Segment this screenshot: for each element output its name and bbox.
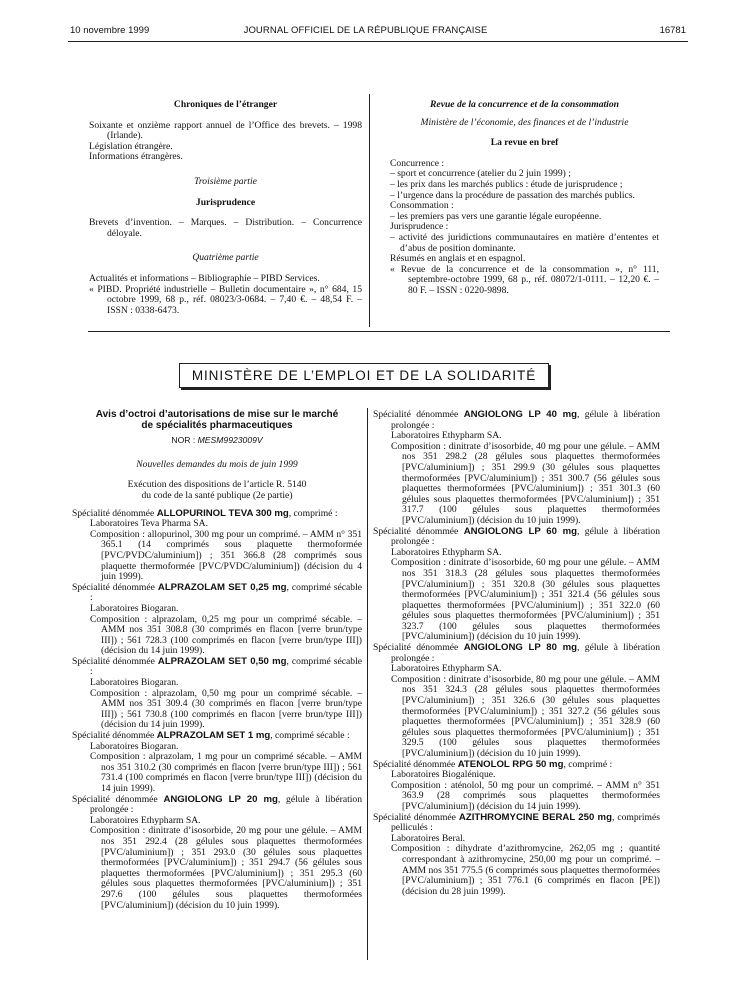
line-legislation: Législation étrangère. (89, 140, 173, 152)
entry (373, 410, 660, 527)
entry-composition: Composition : alprazolam, 1 mg pour un comprimé sécable. – AMM nos 351 310.2 (30 comprimés en flacon [verre brun/type III]) ; 561 731.4 (100 comprimés en flacon [verre brun/type III]) (décision du 14 juin 1999). (90, 751, 362, 794)
entry-name: ANGIOLONG LP 20 mg (163, 793, 278, 805)
entry (373, 760, 660, 813)
entry-composition: Composition : allopurinol, 300 mg pour un comprimé. – AMM n° 351 365.1 (14 comprimés sous plaquette thermoformée [PVC/PVDC/aluminium]) ; 351 366.8 (28 comprimés sous plaquette thermoformée [PVC/PVDC/aluminium]) (décision du 4 juin 1999). (90, 528, 362, 583)
entry-composition: Composition : dinitrate d’isosorbide, 60 mg pour une gélule. – AMM nos 351 318.3 (28 gélules sous plaquettes thermoformées [PVC/aluminium]) ; 351 320.8 (30 gélules sous plaquettes thermoformées [PVC/aluminium]) ; 351 321.4 (56 gélules sous plaquettes thermoformées [PVC/aluminium]) ; 351 322.0 (60 gélules sous plaquettes thermoformées [PVC/aluminium]) ; 351 323.7 (100 gélules sous plaquettes thermoformées [PVC/aluminium]) (décision du 10 juin 1999). (391, 557, 660, 643)
sec-concurrence-item: – les prix dans les marchés publics : étude de jurisprudence ; (390, 178, 623, 190)
column-bottom-right (373, 410, 660, 897)
entry-lead: Spécialité dénommée (72, 655, 158, 667)
revue-summaries: Résumés en anglais et en espagnol. (390, 253, 526, 265)
entry-lead: Spécialité dénommée (72, 507, 157, 519)
column-divider-bottom (367, 408, 368, 960)
sec-jurisprudence-item: – activité des juridictions communautaires en matière d’ententes et d’abus de position dominante. (390, 231, 659, 254)
entry-tail: , comprimé : (563, 758, 613, 770)
section-rule (88, 331, 670, 332)
sec-jurisprudence-label: Jurisprudence : (390, 221, 449, 233)
entry-tail: , gélule à libération prolongée : (90, 793, 363, 816)
entry-lead: Spécialité dénommée (373, 525, 464, 537)
part-third: Troisième partie (194, 175, 257, 187)
header-date: 10 novembre 1999 (70, 25, 150, 36)
revue-brief-title: La revue en bref (490, 137, 559, 149)
entry-lead: Spécialité dénommée (373, 409, 464, 420)
sec-consommation-item: – les premiers pas vers une garantie légale européenne. (390, 210, 602, 222)
entry-name: ATENOLOL RPG 50 mg (457, 758, 564, 770)
entry-lab: Laboratoires Ethypharm SA. (391, 430, 502, 442)
line-pibd-ref: « PIBD. Propriété industrielle – Bulletin documentaire », n° 684, 15 octobre 1999, 68 p., réf. 08023/3-0684. – 7,40 €. – 48,54 F. – ISSN : 0338-6473. (89, 283, 362, 316)
revue-ref: « Revue de la concurrence et de la consommation », n° 111, septembre-octobre 1999, 68 p., réf. 08072/1-0111. – 12,20 €. – 80 F. – ISSN : 0220-9898. (390, 263, 659, 296)
entry-lab: Laboratoires Biogaran. (90, 740, 179, 752)
entry-lab: Laboratoires Ethypharm SA. (90, 814, 201, 826)
entry-lab: Laboratoires Ethypharm SA. (391, 546, 502, 558)
entry-tail: , comprimé : (288, 507, 338, 519)
revue-ministry: Ministère de l’économie, des finances et de l’industrie (420, 116, 629, 128)
entry-lead: Spécialité dénommée (72, 581, 158, 593)
entry-tail: , comprimé sécable : (90, 655, 362, 678)
column-top-right (390, 100, 659, 297)
entry-tail: , comprimé sécable : (270, 730, 350, 742)
header-journal-title: JOURNAL OFFICIEL DE LA RÉPUBLIQUE FRANÇAISE (243, 25, 488, 36)
entry-name: ALPRAZOLAM SET 0,50 mg (157, 655, 287, 667)
nor-line (72, 435, 362, 446)
entry-tail: , gélule à libération prolongée : (391, 642, 661, 664)
entry-name: ANGIOLONG LP 80 mg (463, 642, 577, 654)
exec-dispositions: Exécution des dispositions de l’article R. 5140 du code de la santé publique (2e partie) (127, 479, 307, 501)
entry-lead: Spécialité dénommée (72, 793, 164, 805)
entry-lead: Spécialité dénommée (373, 811, 459, 823)
nor-value: MESM9923009V (197, 435, 263, 446)
entry-composition: Composition : dinitrate d’isosorbide, 40 mg pour une gélule. – AMM nos 351 298.2 (28 gélules sous plaquettes thermoformées [PVC/aluminium]) ; 351 299.9 (30 gélules sous plaquettes thermoformées [PVC/aluminium]) ; 351 300.7 (56 gélules sous plaquettes thermoformées [PVC/aluminium]) ; 351 301.3 (60 gélules sous plaquettes thermoformées [PVC/aluminium]) ; 351 317.7 (100 gélules sous plaquettes thermoformées [PVC/aluminium]) (décision du 10 juin 1999). (391, 440, 660, 526)
entry-name: ALLOPURINOL TEVA 300 mg (156, 507, 289, 519)
entry-composition: Composition : alprazolam, 0,50 mg pour un comprimé sécable. – AMM nos 351 309.4 (30 comprimés en flacon [verre brun/type III]) ; 561 730.8 (100 comprimés en flacon [verre brun/type III]) (décision du 14 juin 1999). (90, 687, 362, 731)
header-rule (68, 41, 688, 42)
entry (72, 795, 362, 912)
entry-lab: Laboratoires Biogaran. (90, 677, 179, 689)
revue-title: Revue de la concurrence et de la consommation (430, 99, 619, 110)
header-page-number: 16781 (659, 25, 686, 36)
entry-lead: Spécialité dénommée (72, 730, 157, 742)
new-requests: Nouvelles demandes du mois de juin 1999 (136, 458, 298, 470)
entry-name: ANGIOLONG LP 40 mg (463, 409, 577, 420)
line-rapport: Soixante et onzième rapport annuel de l’Office des brevets. – 1998 (Irlande). (89, 119, 362, 142)
entry-composition: Composition : dinitrate d’isosorbide, 80 mg pour une gélule. – AMM nos 351 324.3 (28 gélules sous plaquettes thermoformées [PVC/aluminium]) ; 351 326.6 (30 gélules sous plaquettes thermoformées [PVC/aluminium]) ; 351 327.2 (56 gélules sous plaquettes thermoformées [PVC/aluminium]) ; 351 328.9 (60 gélules sous plaquettes thermoformées [PVC/aluminium]) ; 351 329.5 (100 gélules sous plaquettes thermoformées [PVC/aluminium]) (décision du 10 juin 1999). (391, 673, 660, 759)
entry-lab: Laboratoires Beral. (391, 832, 466, 844)
sec-concurrence-item: – sport et concurrence (atelier du 2 juin 1999) ; (390, 168, 571, 180)
column-bottom-left (72, 410, 362, 911)
entry-tail: , comprimé sécable : (90, 581, 362, 604)
sec-concurrence-label: Concurrence : (390, 157, 445, 169)
sec-consommation-label: Consommation : (390, 200, 454, 212)
entry-name: ANGIOLONG LP 60 mg (463, 525, 577, 537)
entry-composition: Composition : aténolol, 50 mg pour un comprimé. – AMM n° 351 363.9 (28 comprimés sous plaquettes thermoformées [PVC/aluminium]) (décision du 14 juin 1999). (391, 779, 660, 812)
sec-concurrence-item: – l’urgence dans la procédure de passation des marchés publics. (390, 189, 635, 201)
nor-label: NOR : (171, 435, 196, 446)
line-brevets: Brevets d’invention. – Marques. – Distribution. – Concurrence déloyale. (89, 217, 362, 239)
entry (373, 643, 660, 760)
entry-name: ALPRAZOLAM SET 1 mg (156, 730, 271, 742)
entry-composition: Composition : alprazolam, 0,25 mg pour un comprimé sécable. – AMM nos 351 308.8 (30 comprimés en flacon [verre brun/type III]) ; 561 728.3 (100 comprimés en flacon [verre brun/type III]) (décision du 14 juin 1999). (90, 613, 362, 657)
entry (72, 509, 362, 583)
entry (373, 813, 660, 898)
ministry-banner: MINISTÈRE DE L’EMPLOI ET DE LA SOLIDARITÉ (179, 363, 549, 388)
section-title-jurisprudence: Jurisprudence (195, 196, 256, 208)
entry-lab: Laboratoires Biogaran. (90, 602, 179, 614)
line-informations: Informations étrangères. (89, 151, 183, 163)
entry-lead: Spécialité dénommée (373, 758, 458, 770)
entry-lead: Spécialité dénommée (373, 642, 464, 654)
entry-name: ALPRAZOLAM SET 0,25 mg (157, 581, 287, 593)
entry-lab: Laboratoires Biogalénique. (391, 769, 496, 781)
entry-tail: , comprimés pelliculés : (391, 811, 660, 834)
entry (72, 583, 362, 657)
entry-name: AZITHROMYCINE BERAL 250 mg (458, 811, 612, 823)
column-divider-top (369, 94, 370, 327)
entry (373, 527, 660, 644)
part-fourth: Quatrième partie (192, 252, 259, 264)
entry (72, 731, 362, 795)
entry-composition: Composition : dihydrate d’azithromycine, 262,05 mg ; quantité correspondant à azithromycine, 250,00 mg pour un comprimé. – AMM nos 351 775.5 (6 comprimés sous plaquettes thermoformées [PVC/aluminium]) ; 351 776.1 (6 comprimés en flacon [PE]) (décision du 28 juin 1999). (391, 843, 660, 897)
entry-lab: Laboratoires Teva Pharma SA. (90, 518, 208, 530)
entry-tail: , gélule à libération prolongée : (391, 525, 661, 548)
avis-title: Avis d’octroi d’autorisations de mise sur le marché de spécialités pharmaceutiques (95, 409, 339, 431)
section-title-chroniques: Chroniques de l’étranger (173, 99, 278, 110)
entry (72, 657, 362, 731)
line-actualites: Actualités et informations – Bibliographie – PIBD Services. (89, 272, 320, 284)
entry-composition: Composition : dinitrate d’isosorbide, 20 mg pour une gélule. – AMM nos 351 292.4 (28 gélules sous plaquettes thermoformées [PVC/aluminium]) ; 351 293.0 (30 gélules sous plaquettes thermoformées [PVC/aluminium]) ; 351 294.7 (56 gélules sous plaquettes thermoformées [PVC/aluminium]) ; 351 295.3 (60 gélules sous plaquettes thermoformées [PVC/aluminium]) ; 351 297.6 (100 gélules sous plaquettes thermoformées [PVC/aluminium]) (décision du 10 juin 1999). (90, 825, 362, 911)
entry-lab: Laboratoires Ethypharm SA. (391, 663, 502, 675)
column-top-left (89, 100, 362, 316)
page-header (0, 26, 731, 40)
entry-tail: , gélule à libération prolongée : (391, 409, 661, 431)
